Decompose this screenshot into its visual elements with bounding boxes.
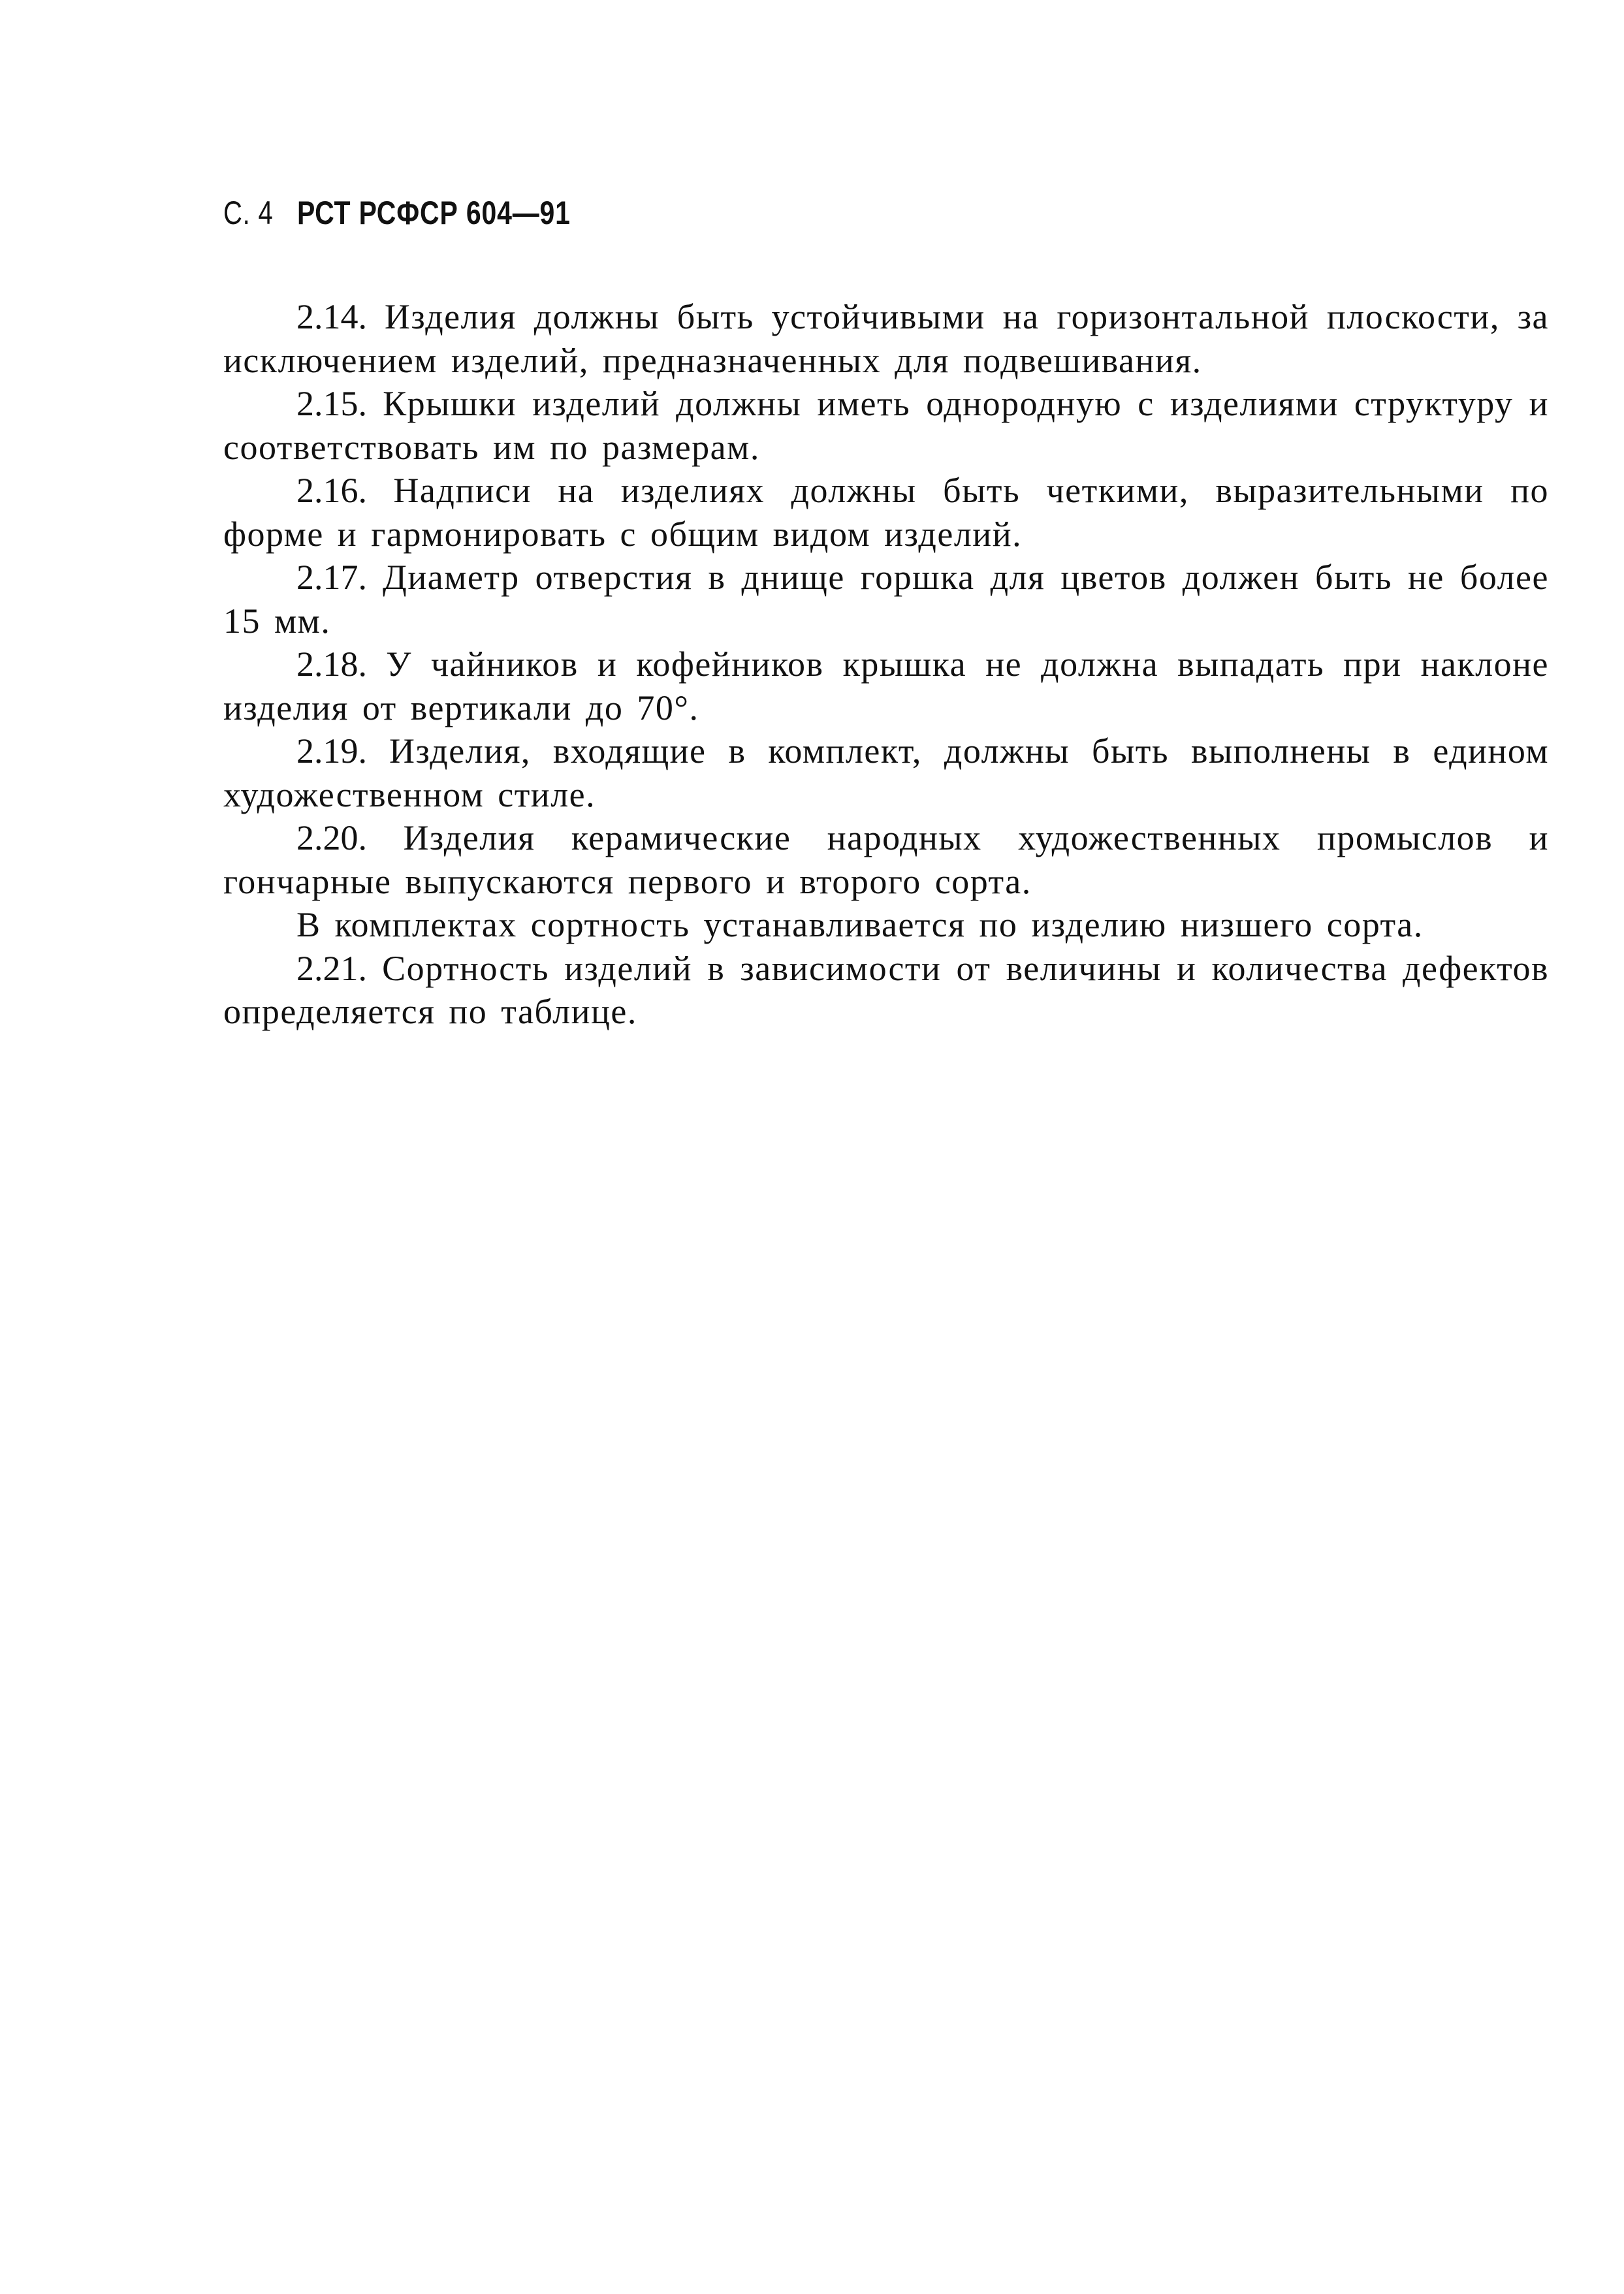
paragraph-number: 2.16. — [296, 471, 367, 510]
body-text — [223, 295, 1549, 1034]
paragraph-number: 2.19. — [296, 731, 367, 771]
paragraph-2-17 — [223, 556, 1549, 643]
paragraph-number: 2.21. — [296, 948, 367, 988]
paragraph-number: 2.17. — [296, 558, 367, 597]
paragraph-text: В комплектах сортность устанавливается по изделию низшего сорта. — [296, 905, 1424, 944]
paragraph-text: Надписи на изделиях должны быть четкими, выразительными по форме и гармонировать с общим видом изделий. — [223, 471, 1550, 554]
page-number: С. 4 — [223, 195, 274, 231]
paragraph-2-19 — [223, 729, 1549, 816]
paragraph-2-20 — [223, 816, 1549, 903]
paragraph-2-15 — [223, 382, 1549, 469]
paragraph-text: Изделия должны быть устойчивыми на горизонтальной плоскости, за исключением изделий, предназначенных для подвешивания. — [223, 297, 1549, 380]
paragraph-text: У чайников и кофейников крышка не должна выпадать при наклоне изделия от вертикали до 70°. — [223, 645, 1549, 727]
paragraph-2-21 — [223, 947, 1549, 1034]
paragraph-text: Изделия керамические народных художественных промыслов и гончарные выпускаются первого и второго сорта. — [223, 818, 1550, 901]
paragraph-number: 2.15. — [296, 384, 367, 423]
paragraph-number: 2.20. — [296, 818, 367, 857]
running-head — [223, 193, 631, 232]
paragraph-number: 2.14. — [296, 297, 367, 336]
paragraph-text: Крышки изделий должны иметь однородную с изделиями структуру и соответствовать им по размерам. — [223, 384, 1550, 467]
paragraph-text: Изделия, входящие в комплект, должны быть выполнены в едином художественном стиле. — [223, 731, 1549, 814]
paragraph-text: Диаметр отверстия в днище горшка для цветов должен быть не более 15 мм. — [223, 558, 1549, 641]
paragraph-number: 2.18. — [296, 645, 367, 684]
standard-code: РСТ РСФСР 604—91 — [297, 195, 571, 231]
paragraph-2-16 — [223, 469, 1549, 556]
paragraph-2-18 — [223, 643, 1549, 729]
paragraph-text: Сортность изделий в зависимости от величины и количества дефектов определяется по таблице. — [223, 948, 1550, 1031]
paragraph-2-14 — [223, 295, 1549, 382]
paragraph-sets-grade — [223, 903, 1549, 947]
